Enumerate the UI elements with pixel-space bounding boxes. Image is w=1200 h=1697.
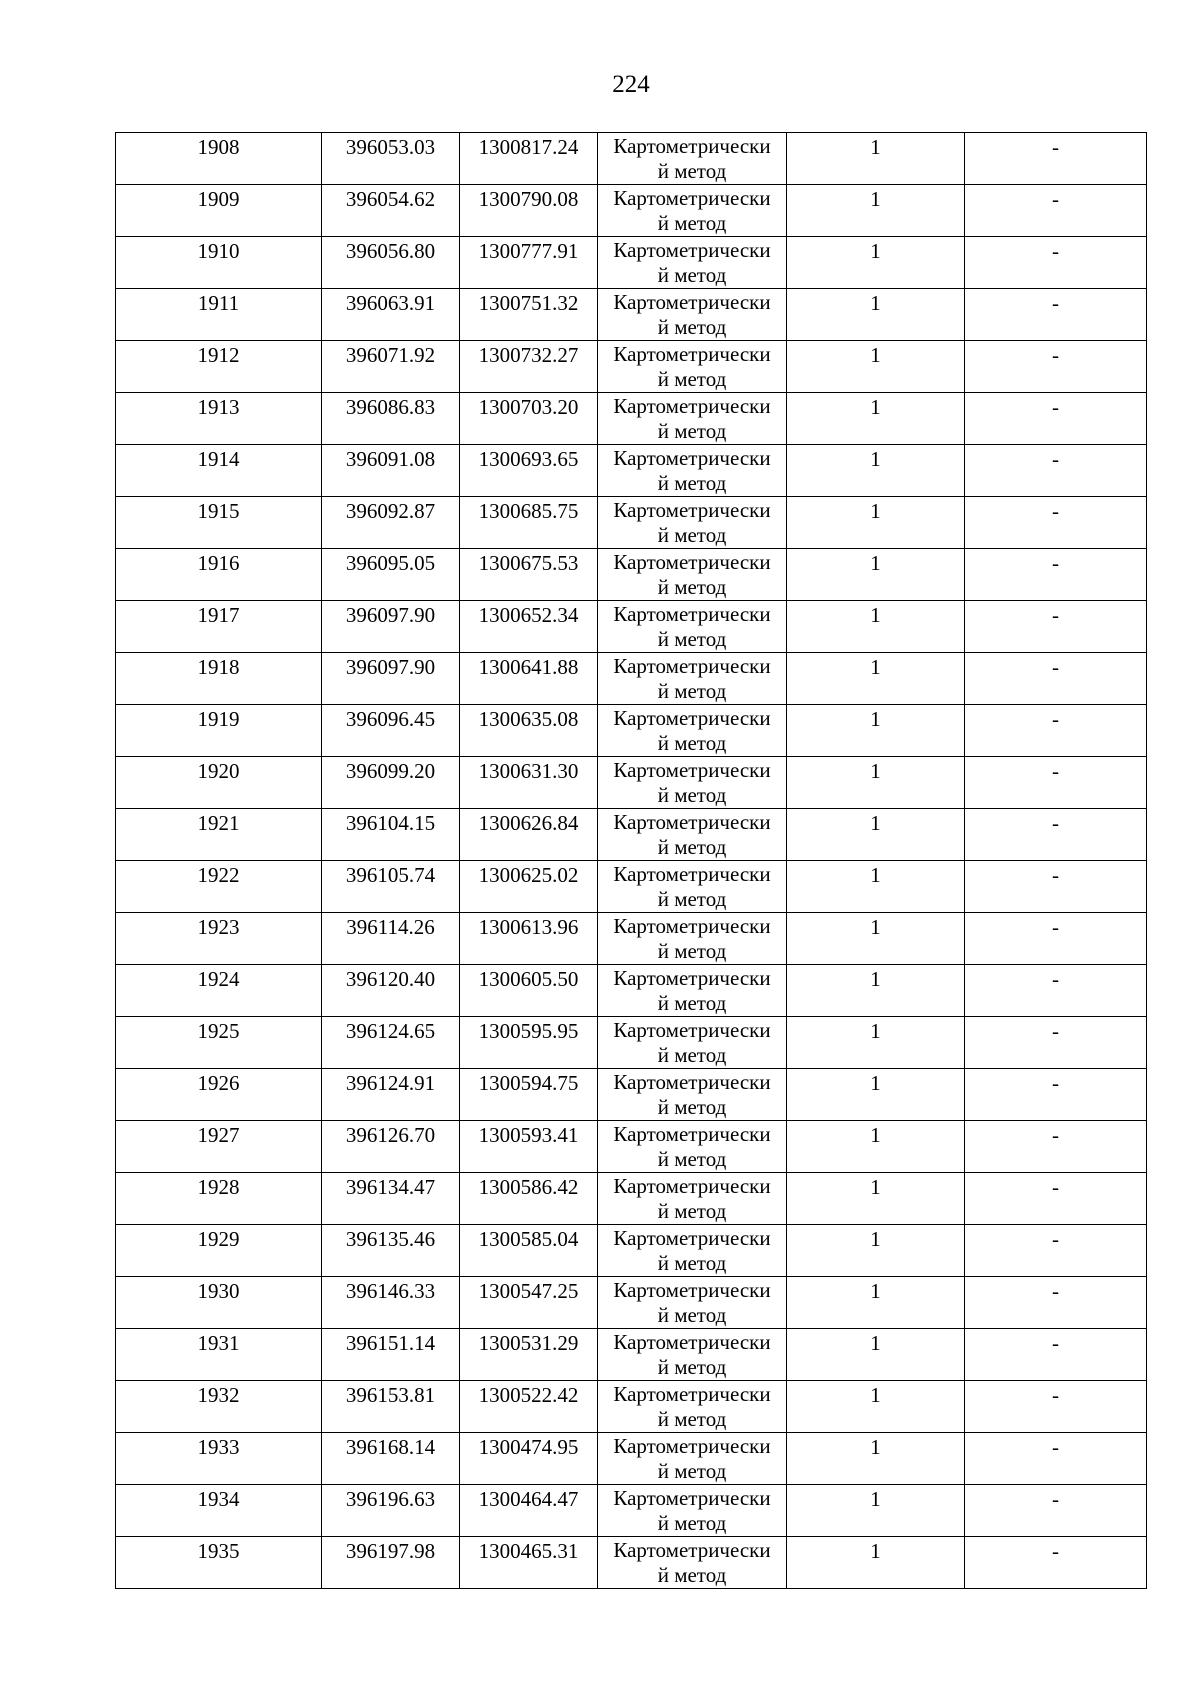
y-coordinate-cell: 1300675.53 (460, 549, 598, 601)
count-cell: 1 (787, 1381, 965, 1433)
table-row (116, 1017, 1147, 1069)
method-text-line-2: й метод (657, 991, 727, 1015)
table-row (116, 185, 1147, 237)
method-cell (598, 445, 787, 497)
table-row (116, 497, 1147, 549)
table-row (116, 133, 1147, 185)
count-cell: 1 (787, 757, 965, 809)
method-cell (598, 1173, 787, 1225)
point-number-cell: 1917 (116, 601, 322, 653)
method-cell (598, 601, 787, 653)
method-text-line-1: Картометрически (613, 394, 771, 418)
x-coordinate-cell: 396092.87 (322, 497, 460, 549)
method-text-line-1: Картометрически (613, 1122, 771, 1146)
point-number-cell: 1934 (116, 1485, 322, 1537)
note-cell: - (965, 237, 1147, 289)
note-cell: - (965, 549, 1147, 601)
y-coordinate-cell: 1300465.31 (460, 1537, 598, 1589)
note-cell: - (965, 757, 1147, 809)
table-row (116, 601, 1147, 653)
method-cell (598, 341, 787, 393)
count-cell: 1 (787, 653, 965, 705)
y-coordinate-cell: 1300474.95 (460, 1433, 598, 1485)
method-text-line-2: й метод (657, 1355, 727, 1379)
count-cell: 1 (787, 393, 965, 445)
method-cell (598, 965, 787, 1017)
x-coordinate-cell: 396153.81 (322, 1381, 460, 1433)
table-row (116, 237, 1147, 289)
method-text-line-1: Картометрически (613, 134, 771, 158)
method-text-line-1: Картометрически (613, 342, 771, 366)
count-cell: 1 (787, 809, 965, 861)
point-number-cell: 1924 (116, 965, 322, 1017)
table-row (116, 1069, 1147, 1121)
method-text-line-2: й метод (657, 575, 727, 599)
method-text-line-1: Картометрически (613, 862, 771, 886)
count-cell: 1 (787, 1017, 965, 1069)
method-text-line-2: й метод (657, 1251, 727, 1275)
method-cell (598, 1537, 787, 1589)
method-text-line-1: Картометрически (613, 1434, 771, 1458)
method-text-line-2: й метод (657, 835, 727, 859)
count-cell: 1 (787, 185, 965, 237)
y-coordinate-cell: 1300790.08 (460, 185, 598, 237)
method-text-line-1: Картометрически (613, 186, 771, 210)
method-text-line-1: Картометрически (613, 1486, 771, 1510)
method-text-line-2: й метод (657, 1043, 727, 1067)
method-cell (598, 133, 787, 185)
method-text-line-1: Картометрически (613, 1382, 771, 1406)
point-number-cell: 1927 (116, 1121, 322, 1173)
y-coordinate-cell: 1300751.32 (460, 289, 598, 341)
point-number-cell: 1915 (116, 497, 322, 549)
note-cell: - (965, 1381, 1147, 1433)
table-row (116, 1381, 1147, 1433)
note-cell: - (965, 705, 1147, 757)
note-cell: - (965, 965, 1147, 1017)
table-row (116, 1277, 1147, 1329)
point-number-cell: 1923 (116, 913, 322, 965)
x-coordinate-cell: 396086.83 (322, 393, 460, 445)
method-text-line-2: й метод (657, 1147, 727, 1171)
y-coordinate-cell: 1300635.08 (460, 705, 598, 757)
table-row (116, 289, 1147, 341)
count-cell: 1 (787, 1121, 965, 1173)
count-cell: 1 (787, 1433, 965, 1485)
point-number-cell: 1929 (116, 1225, 322, 1277)
note-cell: - (965, 185, 1147, 237)
count-cell: 1 (787, 1537, 965, 1589)
x-coordinate-cell: 396120.40 (322, 965, 460, 1017)
method-cell (598, 1069, 787, 1121)
y-coordinate-cell: 1300641.88 (460, 653, 598, 705)
method-text-line-1: Картометрически (613, 446, 771, 470)
point-number-cell: 1914 (116, 445, 322, 497)
table-row (116, 1537, 1147, 1589)
y-coordinate-cell: 1300732.27 (460, 341, 598, 393)
count-cell: 1 (787, 913, 965, 965)
method-text-line-2: й метод (657, 1459, 727, 1483)
note-cell: - (965, 289, 1147, 341)
count-cell: 1 (787, 1069, 965, 1121)
method-text-line-2: й метод (657, 1407, 727, 1431)
y-coordinate-cell: 1300652.34 (460, 601, 598, 653)
note-cell: - (965, 497, 1147, 549)
point-number-cell: 1909 (116, 185, 322, 237)
count-cell: 1 (787, 1329, 965, 1381)
count-cell: 1 (787, 601, 965, 653)
point-number-cell: 1933 (116, 1433, 322, 1485)
method-cell (598, 757, 787, 809)
table-row (116, 1485, 1147, 1537)
x-coordinate-cell: 396105.74 (322, 861, 460, 913)
method-cell (598, 549, 787, 601)
table-row (116, 341, 1147, 393)
count-cell: 1 (787, 1485, 965, 1537)
x-coordinate-cell: 396056.80 (322, 237, 460, 289)
y-coordinate-cell: 1300594.75 (460, 1069, 598, 1121)
method-text-line-1: Картометрически (613, 706, 771, 730)
x-coordinate-cell: 396096.45 (322, 705, 460, 757)
count-cell: 1 (787, 1173, 965, 1225)
note-cell: - (965, 809, 1147, 861)
method-text-line-1: Картометрически (613, 1538, 771, 1562)
note-cell: - (965, 341, 1147, 393)
note-cell: - (965, 445, 1147, 497)
count-cell: 1 (787, 1277, 965, 1329)
method-cell (598, 705, 787, 757)
x-coordinate-cell: 396124.91 (322, 1069, 460, 1121)
method-text-line-1: Картометрически (613, 550, 771, 574)
method-text-line-2: й метод (657, 627, 727, 651)
point-number-cell: 1919 (116, 705, 322, 757)
x-coordinate-cell: 396151.14 (322, 1329, 460, 1381)
y-coordinate-cell: 1300703.20 (460, 393, 598, 445)
method-cell (598, 1433, 787, 1485)
point-number-cell: 1916 (116, 549, 322, 601)
x-coordinate-cell: 396095.05 (322, 549, 460, 601)
note-cell: - (965, 1277, 1147, 1329)
count-cell: 1 (787, 965, 965, 1017)
count-cell: 1 (787, 705, 965, 757)
table-body (116, 133, 1147, 1589)
x-coordinate-cell: 396097.90 (322, 601, 460, 653)
x-coordinate-cell: 396135.46 (322, 1225, 460, 1277)
table-row (116, 913, 1147, 965)
method-text-line-2: й метод (657, 315, 727, 339)
note-cell: - (965, 1485, 1147, 1537)
x-coordinate-cell: 396053.03 (322, 133, 460, 185)
method-cell (598, 1329, 787, 1381)
note-cell: - (965, 1433, 1147, 1485)
y-coordinate-cell: 1300625.02 (460, 861, 598, 913)
note-cell: - (965, 1017, 1147, 1069)
table-row (116, 653, 1147, 705)
count-cell: 1 (787, 549, 965, 601)
x-coordinate-cell: 396097.90 (322, 653, 460, 705)
method-text-line-1: Картометрически (613, 1174, 771, 1198)
method-text-line-1: Картометрически (613, 498, 771, 522)
y-coordinate-cell: 1300586.42 (460, 1173, 598, 1225)
x-coordinate-cell: 396091.08 (322, 445, 460, 497)
method-text-line-2: й метод (657, 731, 727, 755)
note-cell: - (965, 1225, 1147, 1277)
method-cell (598, 809, 787, 861)
coordinates-table (115, 132, 1147, 1589)
point-number-cell: 1928 (116, 1173, 322, 1225)
note-cell: - (965, 601, 1147, 653)
table-row (116, 1121, 1147, 1173)
point-number-cell: 1921 (116, 809, 322, 861)
point-number-cell: 1925 (116, 1017, 322, 1069)
note-cell: - (965, 1173, 1147, 1225)
note-cell: - (965, 1537, 1147, 1589)
method-text-line-1: Картометрически (613, 654, 771, 678)
table-row (116, 809, 1147, 861)
count-cell: 1 (787, 445, 965, 497)
method-text-line-1: Картометрически (613, 1226, 771, 1250)
method-cell (598, 393, 787, 445)
note-cell: - (965, 1069, 1147, 1121)
method-text-line-2: й метод (657, 1511, 727, 1535)
y-coordinate-cell: 1300817.24 (460, 133, 598, 185)
method-text-line-1: Картометрически (613, 290, 771, 314)
y-coordinate-cell: 1300531.29 (460, 1329, 598, 1381)
method-text-line-1: Картометрически (613, 914, 771, 938)
x-coordinate-cell: 396168.14 (322, 1433, 460, 1485)
x-coordinate-cell: 396063.91 (322, 289, 460, 341)
method-cell (598, 1225, 787, 1277)
x-coordinate-cell: 396134.47 (322, 1173, 460, 1225)
method-cell (598, 289, 787, 341)
note-cell: - (965, 861, 1147, 913)
method-text-line-1: Картометрически (613, 238, 771, 262)
y-coordinate-cell: 1300693.65 (460, 445, 598, 497)
table-row (116, 861, 1147, 913)
y-coordinate-cell: 1300605.50 (460, 965, 598, 1017)
method-text-line-2: й метод (657, 523, 727, 547)
method-text-line-1: Картометрически (613, 1018, 771, 1042)
point-number-cell: 1911 (116, 289, 322, 341)
x-coordinate-cell: 396197.98 (322, 1537, 460, 1589)
x-coordinate-cell: 396054.62 (322, 185, 460, 237)
count-cell: 1 (787, 341, 965, 393)
x-coordinate-cell: 396126.70 (322, 1121, 460, 1173)
y-coordinate-cell: 1300522.42 (460, 1381, 598, 1433)
count-cell: 1 (787, 133, 965, 185)
method-cell (598, 185, 787, 237)
y-coordinate-cell: 1300613.96 (460, 913, 598, 965)
table-row (116, 757, 1147, 809)
method-text-line-2: й метод (657, 783, 727, 807)
note-cell: - (965, 393, 1147, 445)
point-number-cell: 1918 (116, 653, 322, 705)
count-cell: 1 (787, 861, 965, 913)
point-number-cell: 1932 (116, 1381, 322, 1433)
method-cell (598, 653, 787, 705)
x-coordinate-cell: 396104.15 (322, 809, 460, 861)
method-text-line-2: й метод (657, 471, 727, 495)
point-number-cell: 1926 (116, 1069, 322, 1121)
x-coordinate-cell: 396114.26 (322, 913, 460, 965)
note-cell: - (965, 653, 1147, 705)
method-cell (598, 861, 787, 913)
point-number-cell: 1912 (116, 341, 322, 393)
method-text-line-2: й метод (657, 263, 727, 287)
point-number-cell: 1935 (116, 1537, 322, 1589)
page-number: 224 (612, 71, 650, 98)
method-text-line-1: Картометрически (613, 1070, 771, 1094)
method-text-line-2: й метод (657, 939, 727, 963)
y-coordinate-cell: 1300626.84 (460, 809, 598, 861)
y-coordinate-cell: 1300585.04 (460, 1225, 598, 1277)
point-number-cell: 1931 (116, 1329, 322, 1381)
table-row (116, 1329, 1147, 1381)
method-text-line-2: й метод (657, 367, 727, 391)
note-cell: - (965, 133, 1147, 185)
method-text-line-2: й метод (657, 1563, 727, 1587)
x-coordinate-cell: 396146.33 (322, 1277, 460, 1329)
y-coordinate-cell: 1300777.91 (460, 237, 598, 289)
y-coordinate-cell: 1300464.47 (460, 1485, 598, 1537)
method-text-line-2: й метод (657, 159, 727, 183)
y-coordinate-cell: 1300685.75 (460, 497, 598, 549)
method-text-line-2: й метод (657, 419, 727, 443)
method-text-line-2: й метод (657, 1095, 727, 1119)
table-row (116, 1173, 1147, 1225)
x-coordinate-cell: 396071.92 (322, 341, 460, 393)
count-cell: 1 (787, 289, 965, 341)
method-cell (598, 1121, 787, 1173)
method-text-line-1: Картометрически (613, 810, 771, 834)
note-cell: - (965, 1329, 1147, 1381)
y-coordinate-cell: 1300631.30 (460, 757, 598, 809)
table-row (116, 1433, 1147, 1485)
x-coordinate-cell: 396124.65 (322, 1017, 460, 1069)
point-number-cell: 1913 (116, 393, 322, 445)
method-text-line-1: Картометрически (613, 1278, 771, 1302)
point-number-cell: 1920 (116, 757, 322, 809)
y-coordinate-cell: 1300593.41 (460, 1121, 598, 1173)
count-cell: 1 (787, 237, 965, 289)
method-cell (598, 913, 787, 965)
method-text-line-1: Картометрически (613, 1330, 771, 1354)
method-cell (598, 1381, 787, 1433)
method-text-line-2: й метод (657, 679, 727, 703)
y-coordinate-cell: 1300547.25 (460, 1277, 598, 1329)
note-cell: - (965, 1121, 1147, 1173)
table-row (116, 965, 1147, 1017)
method-text-line-2: й метод (657, 211, 727, 235)
count-cell: 1 (787, 1225, 965, 1277)
table-row (116, 445, 1147, 497)
method-text-line-1: Картометрически (613, 758, 771, 782)
point-number-cell: 1908 (116, 133, 322, 185)
method-cell (598, 497, 787, 549)
method-text-line-2: й метод (657, 887, 727, 911)
table-row (116, 393, 1147, 445)
point-number-cell: 1922 (116, 861, 322, 913)
table-row (116, 1225, 1147, 1277)
x-coordinate-cell: 396196.63 (322, 1485, 460, 1537)
method-cell (598, 237, 787, 289)
count-cell: 1 (787, 497, 965, 549)
point-number-cell: 1910 (116, 237, 322, 289)
method-text-line-2: й метод (657, 1199, 727, 1223)
method-text-line-1: Картометрически (613, 602, 771, 626)
method-cell (598, 1277, 787, 1329)
x-coordinate-cell: 396099.20 (322, 757, 460, 809)
table-row (116, 549, 1147, 601)
method-text-line-1: Картометрически (613, 966, 771, 990)
point-number-cell: 1930 (116, 1277, 322, 1329)
method-cell (598, 1485, 787, 1537)
method-text-line-2: й метод (657, 1303, 727, 1327)
note-cell: - (965, 913, 1147, 965)
table-row (116, 705, 1147, 757)
y-coordinate-cell: 1300595.95 (460, 1017, 598, 1069)
method-cell (598, 1017, 787, 1069)
